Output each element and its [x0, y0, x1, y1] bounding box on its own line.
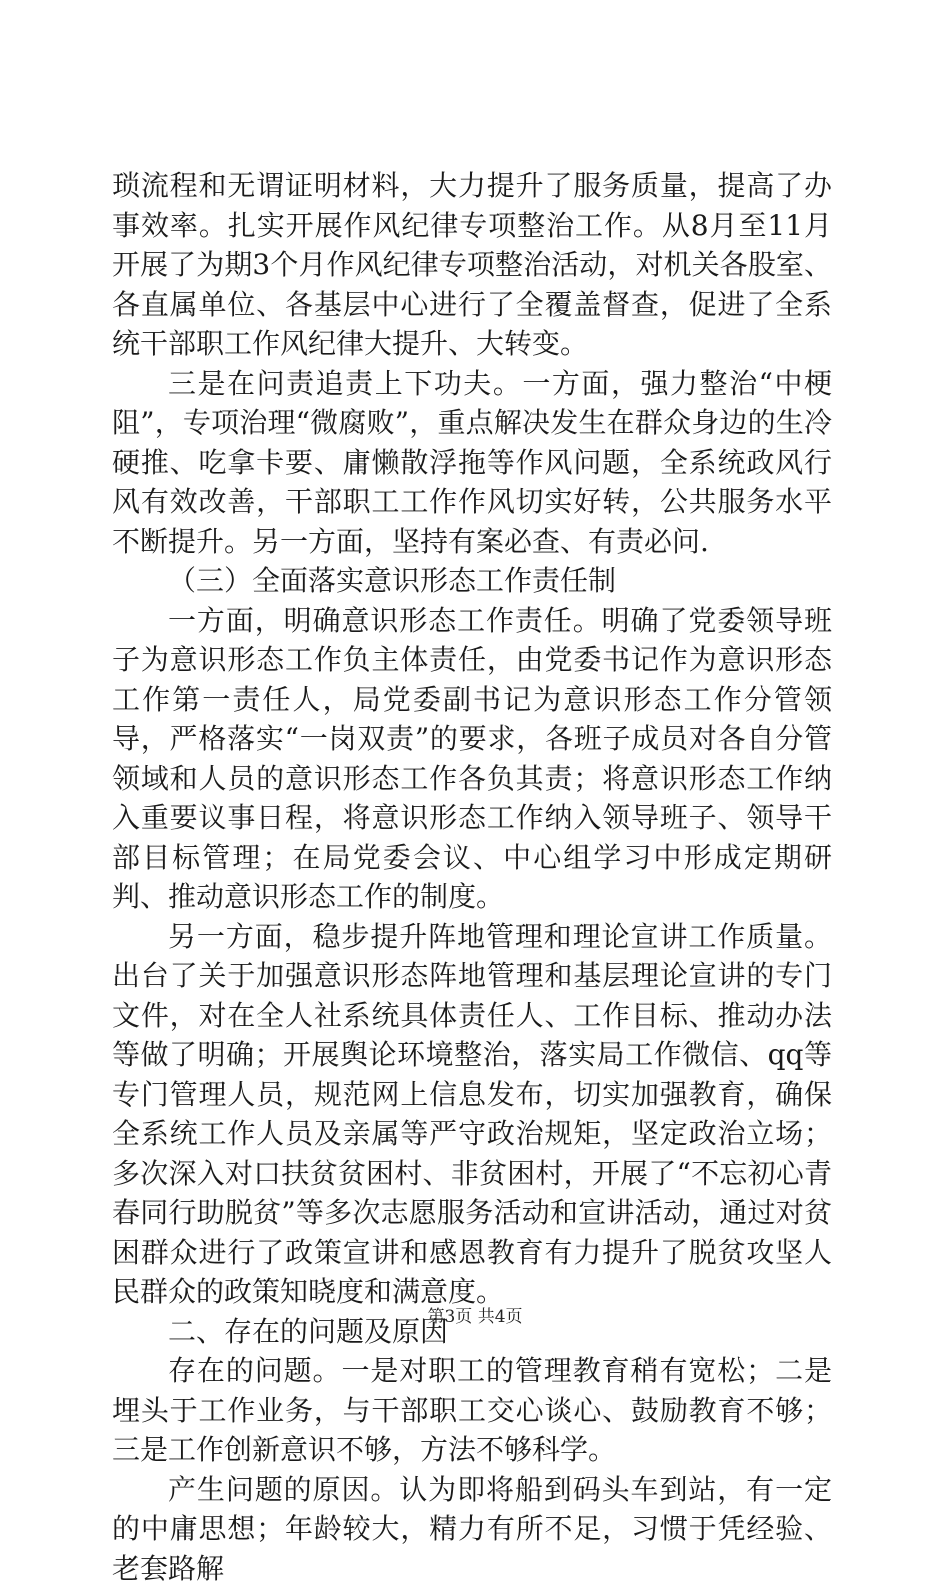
section-heading-problems: 二、存在的问题及原因	[112, 1312, 832, 1352]
page-footer: 第3页 共4页	[0, 1302, 950, 1327]
paragraph-ideology-responsibility: 一方面，明确意识形态工作责任。明确了党委领导班子为意识形态工作负主体责任，由党委书记作为意识形态工作第一责任人，局党委副书记为意识形态工作分管领导，严格落实“一岗双责”的要求，各班子成员对各自分管领域和人员的意识形态工作各负其责；将意识形态工作纳入重要议事日程，将意识形态工作纳入领导班子、领导干部目标管理；在局党委会议、中心组学习中形成定期研判、推动意识形态工作的制度。	[112, 601, 832, 917]
paragraph-accountability: 三是在问责追责上下功夫。一方面，强力整治“中梗阻”，专项治理“微腐败”，重点解决发生在群众身边的生冷硬推、吃拿卡要、庸懒散浮拖等作风问题，全系统政风行风有效改善，干部职工工作作风切实好转，公共服务水平不断提升。另一方面，坚持有案必查、有责必问.	[112, 364, 832, 562]
paragraph-ideology-position: 另一方面，稳步提升阵地管理和理论宣讲工作质量。出台了关于加强意识形态阵地管理和基层理论宣讲的专门文件，对在全人社系统具体责任人、工作目标、推动办法等做了明确；开展舆论环境整治，落实局工作微信、qq等专门管理人员，规范网上信息发布，切实加强教育，确保全系统工作人员及亲属等严守政治规矩，坚定政治立场；多次深入对口扶贫贫困村、非贫困村，开展了“不忘初心青春同行助脱贫”等多次志愿服务活动和宣讲活动，通过对贫困群众进行了政策宣讲和感恩教育有力提升了脱贫攻坚人民群众的政策知晓度和满意度。	[112, 917, 832, 1312]
paragraph-causes: 产生问题的原因。认为即将船到码头车到站，有一定的中庸思想；年龄较大，精力有所不足，习惯于凭经验、老套路解	[112, 1470, 832, 1588]
paragraph-problems: 存在的问题。一是对职工的管理教育稍有宽松；二是埋头于工作业务，与干部职工交心谈心、鼓励教育不够；三是工作创新意识不够，方法不够科学。	[112, 1351, 832, 1470]
document-body	[112, 166, 832, 1588]
section-heading-ideology: （三）全面落实意识形态工作责任制	[112, 561, 832, 601]
paragraph-continuation: 琐流程和无谓证明材料，大力提升了服务质量，提高了办事效率。扎实开展作风纪律专项整治工作。从8月至11月开展了为期3个月作风纪律专项整治活动，对机关各股室、各直属单位、各基层中心进行了全覆盖督查，促进了全系统干部职工作风纪律大提升、大转变。	[112, 166, 832, 364]
